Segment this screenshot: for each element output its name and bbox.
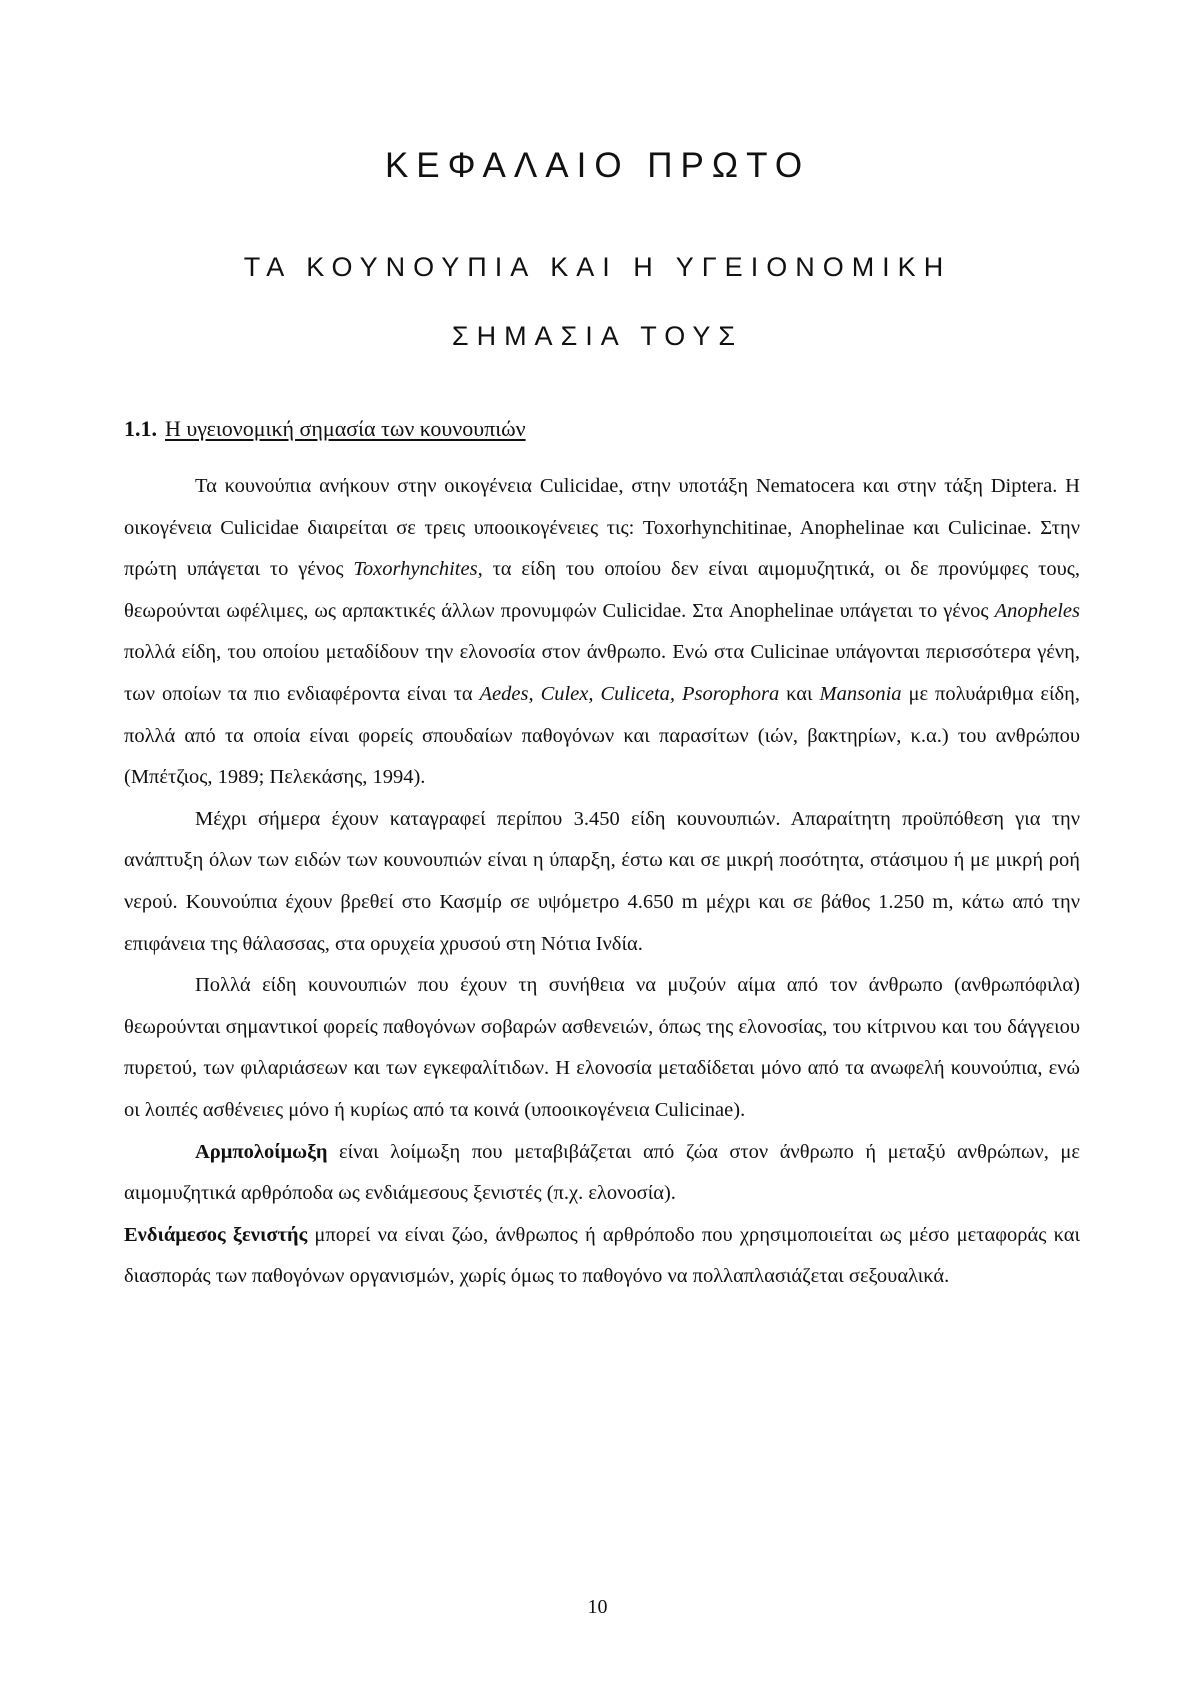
chapter-label: ΚΕΦΑΛΑΙΟ ΠΡΩΤΟ — [384, 146, 811, 185]
definition-text: μπορεί να είναι ζώο, άνθρωπος ή αρθρόποδο που χρησιμοποιείται ως μέσο μεταφοράς και διασποράς των παθογόνων οργανισμών, χωρίς όμως το παθογόνο να πολλαπλασιάζεται σεξουαλικά. — [124, 1223, 1080, 1288]
paragraph-species-count: Μέχρι σήμερα έχουν καταγραφεί περίπου 3.450 είδη κουνουπιών. Απαραίτητη προϋπόθεση για την ανάπτυξη όλων των ειδών των κουνουπιών είναι η ύπαρξη, έστω και σε μικρή ποσότητα, στάσιμου ή με μικρή ροή νερού. Κουνούπια έχουν βρεθεί στο Κασμίρ σε υψόμετρο 4.650 m μέχρι και σε βάθος 1.250 m, κάτω από την επιφάνεια της θάλασσας, στα ορυχεία χρυσού στη Νότια Ινδία. — [124, 807, 1080, 955]
genus-name: Anopheles — [994, 599, 1080, 622]
paragraph-disease-vectors: Πολλά είδη κουνουπιών που έχουν τη συνήθεια να μυζούν αίμα από τον άνθρωπο (ανθρωπόφιλα) θεωρούνται σημαντικοί φορείς παθογόνων σοβαρών ασθενειών, όπως της ελονοσίας, του κίτρινου και του δάγγειου πυρετού, των φιλαριάσεων και των εγκεφαλίτιδων. Η ελονοσία μεταδίδεται μόνο από τα ανωφελή κουνούπια, ενώ οι λοιπές ασθένειες μόνο ή κυρίως από τα κοινά (υποοικογένεια Culicinae). — [124, 974, 1080, 1121]
genus-names: Aedes, Culex, Culiceta, Psorophora — [479, 682, 780, 705]
paragraph-text: , τα είδη του οποίου δεν είναι αιμομυζητικά, οι δε προνύμφες τους, θεωρούνται ωφέλιμες, ως αρπακτικές άλλων προνυμφών Culicidae. Στα Anophelinae υπάγεται το γένος — [124, 558, 1080, 622]
definition-arbo-infection — [124, 1132, 1080, 1215]
definition-term: Ενδιάμεσος ξενιστής — [124, 1223, 308, 1246]
paragraph-text: με πολυάριθμα είδη, πολλά από τα οποία είναι φορείς σπουδαίων παθογόνων και παρασίτων (ιών, βακτηρίων, κ.α.) του ανθρώπου (Μπέτζιος, 1989; Πελεκάσης, 1994). — [124, 682, 1080, 789]
body-text — [124, 466, 1080, 1298]
paragraph-text: και — [779, 682, 820, 705]
section-title: Η υγειονομική σημασία των κουνουπιών — [165, 416, 526, 441]
paragraph-text: Τα κουνούπια ανήκουν στην οικογένεια Culicidae, στην υποτάξη Nematocera και στην τάξη Diptera. Η οικογένεια Culicidae διαιρείται σε τρεις υποοικογένειες τις: Toxorhynchitinae, Anophelinae και Culicinae. Στην πρώτη υπάγεται το γένος — [124, 475, 1080, 581]
definition-intermediate-host — [124, 1215, 1080, 1298]
chapter-title-line-1: ΤΑ ΚΟΥΝΟΥΠΙΑ ΚΑΙ Η ΥΓΕΙΟΝΟΜΙΚΗ — [243, 252, 952, 282]
genus-name: Toxorhynchites — [353, 558, 478, 581]
genus-name: Mansonia — [819, 682, 902, 705]
section-heading — [124, 416, 526, 442]
definition-text: είναι λοίμωξη που μεταβιβάζεται από ζώα στον άνθρωπο ή μεταξύ ανθρώπων, με αιμομυζητικά αρθρόποδα ως ενδιάμεσους ξενιστές (π.χ. ελονοσία). — [124, 1140, 1080, 1205]
section-number: 1.1. — [124, 416, 157, 441]
page-number: 10 — [587, 1596, 608, 1618]
paragraph-text: πολλά είδη, του οποίου μεταδίδουν την ελονοσία στον άνθρωπο. Ενώ στα Culicinae υπάγονται περισσότερα γένη, των οποίων τα πιο ενδιαφέροντα είναι τα — [124, 641, 1080, 705]
chapter-title-line-2: ΣΗΜΑΣΙΑ ΤΟΥΣ — [451, 321, 744, 351]
definition-term: Αρμπολοίμωξη — [195, 1140, 328, 1163]
paragraph-culicidae-taxonomy — [124, 466, 1080, 799]
